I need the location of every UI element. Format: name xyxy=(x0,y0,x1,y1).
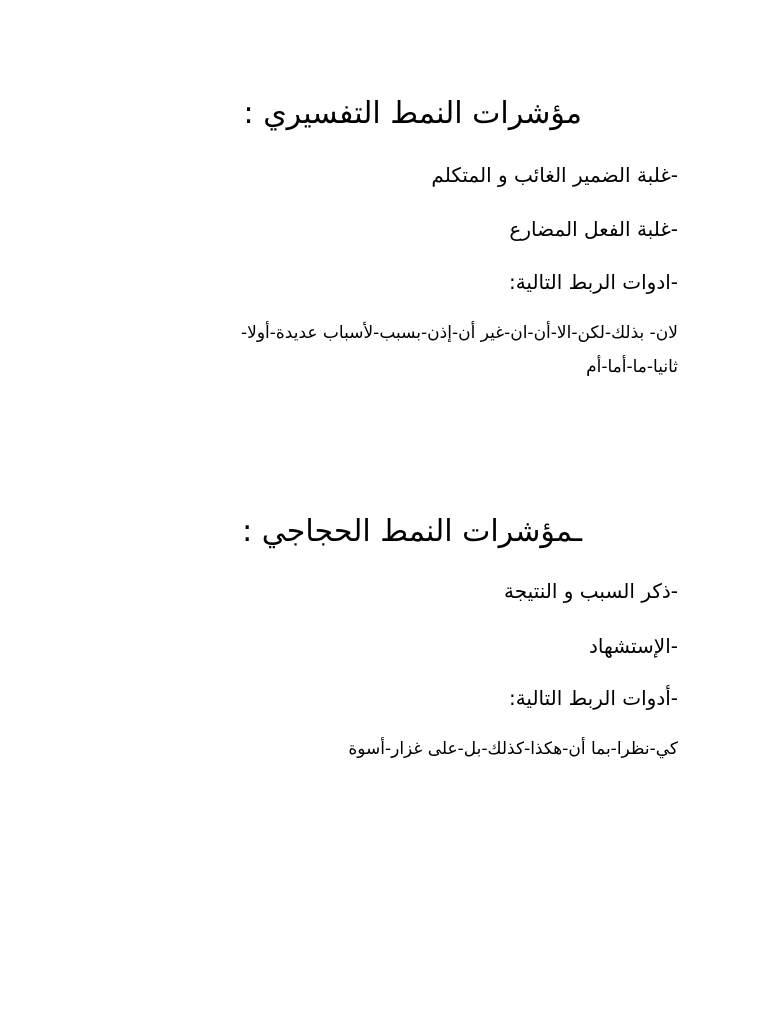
section1-item-3: -ادوات الربط التالية: xyxy=(508,270,678,294)
section1-connectors-line1: لان- بذلك-لكن-الا-أن-ان-غير أن-إذن-بسبب-لأسباب عديدة-أولا- xyxy=(241,323,678,343)
section2-connectors-line1: كي-نظرا-بما أن-هكذا-كذلك-بل-على غزار-أسوة xyxy=(348,739,678,759)
section1-item-2: -غلبة الفعل المضارع xyxy=(509,217,678,241)
section1-connectors-line2: ثانيا-ما-أما-أم xyxy=(586,357,678,377)
section2-item-3: -أدوات الربط التالية: xyxy=(508,686,678,710)
section2-heading: ـمؤشرات النمط الحجاجي : xyxy=(242,514,582,549)
section2-item-1: -ذكر السبب و النتيجة xyxy=(504,579,678,603)
section1-item-1: -غلبة الضمير الغائب و المتكلم xyxy=(431,163,678,187)
section1-heading: مؤشرات النمط التفسيري : xyxy=(243,96,582,131)
section2-item-2: -الإستشهاد xyxy=(588,634,678,658)
